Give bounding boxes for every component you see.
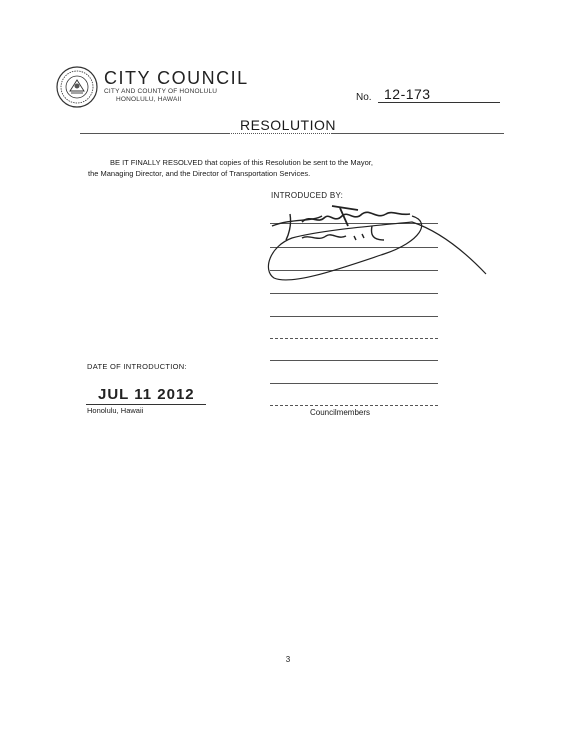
location-label: Honolulu, Hawaii	[87, 406, 144, 415]
city-seal-icon	[56, 66, 98, 108]
introduced-by-label: INTRODUCED BY:	[271, 191, 344, 200]
title-rule-right	[332, 133, 504, 134]
signature-line	[270, 338, 438, 339]
signature-line	[270, 360, 438, 361]
resolution-number: 12-173	[384, 86, 431, 102]
body-line: BE IT FINALLY RESOLVED that copies of this Resolution be sent to the Mayor,	[110, 158, 373, 167]
org-location: HONOLULU, HAWAII	[116, 96, 182, 103]
signature-line	[270, 316, 438, 317]
date-underline	[86, 404, 206, 405]
handwritten-signature-icon	[262, 196, 492, 296]
org-subtitle: CITY AND COUNTY OF HONOLULU	[104, 88, 218, 95]
date-of-introduction-label: DATE OF INTRODUCTION:	[87, 362, 187, 371]
page-number: 3	[285, 655, 291, 664]
resolution-number-underline	[378, 102, 500, 103]
signature-line	[270, 383, 438, 384]
signature-line	[270, 405, 438, 406]
document-title: RESOLUTION	[239, 117, 336, 133]
title-rule-left	[80, 133, 230, 134]
date-stamp: JUL 11 2012	[98, 386, 195, 403]
body-line: the Managing Director, and the Director of Transportation Services.	[88, 169, 311, 178]
councilmembers-label: Councilmembers	[310, 408, 371, 417]
title-rule-center	[228, 133, 332, 134]
resolution-body	[88, 157, 488, 179]
org-name: CITY COUNCIL	[104, 68, 249, 88]
resolution-number-label: No.	[356, 92, 372, 103]
